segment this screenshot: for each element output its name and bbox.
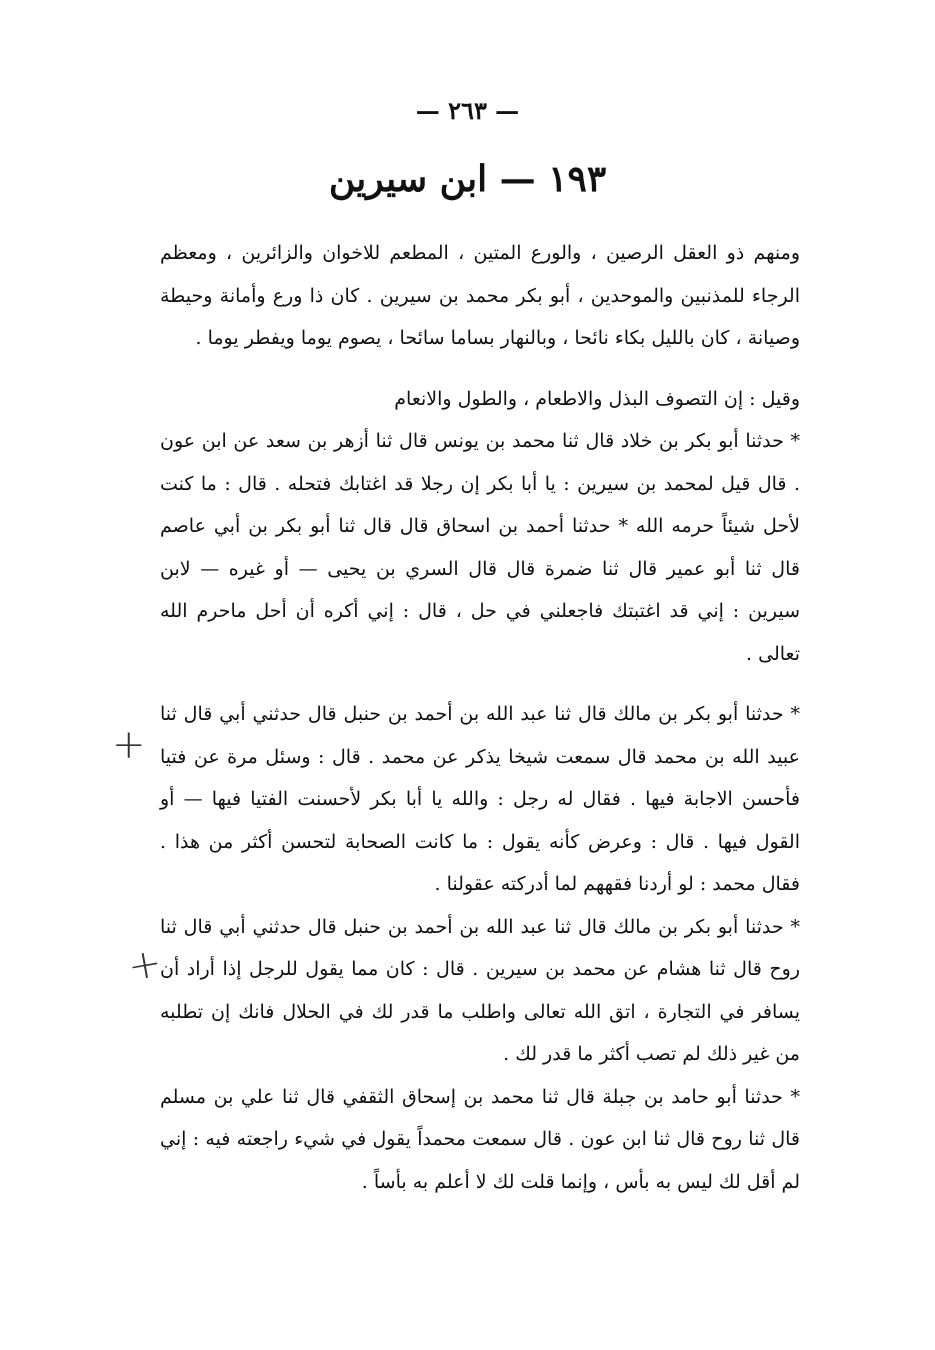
paragraph-hadith-1: * حدثنا أبو بكر بن خلاد قال ثنا محمد بن يونس قال ثنا أزهر بن سعد عن ابن عون . قال قيل لمحمد بن سيرين : يا أبا بكر إن رجلا قد اغتابك فتحله . قال : ما كنت لأحل شيئاً حرمه الله * حدثنا أحمد بن اسحاق قال قال ثنا أبو بكر بن أبي عاصم قال ثنا أبو عمير قال ثنا ضمرة قال قال السري بن يحيى — أو غيره — لابن سيرين : إني قد اغتبتك فاجعلني في حل ، قال : إني أكره أن أحل ماحرم الله تعالى . [160, 430, 800, 665]
paragraph-hadith-3: * حدثنا أبو بكر بن مالك قال ثنا عبد الله بن أحمد بن حنبل قال حدثني أبي قال ثنا روح قال ثنا هشام عن محمد بن سيرين . قال : كان مما يقول للرجل إذا أراد أن يسافر في التجارة ، اتق الله تعالى واطلب ما قدر لك في الحلال فانك إن تطلبه من غير ذلك لم تصب أكثر ما قدر لك . [160, 915, 800, 1065]
paragraph-definition: وقيل : إن التصوف البذل والاطعام ، والطول والانعام [394, 387, 800, 410]
margin-plus-mark: + [112, 722, 146, 768]
paragraph-hadith-2: * حدثنا أبو بكر بن مالك قال ثنا عبد الله بن أحمد بن حنبل قال حدثني أبي قال ثنا عبيد الله بن محمد قال سمعت شيخا يذكر عن محمد . قال : وسئل مرة عن فتيا فأحسن الاجابة فيها . فقال له رجل : والله يا أبا بكر لأحسنت الفتيا فيها — أو القول فيها . قال : وعرض كأنه يقول : ما كانت الصحابة لتحسن أكثر من هذا . فقال محمد : لو أردنا فقههم لما أدركته عقولنا . [160, 703, 800, 895]
body-text [160, 232, 800, 1203]
paragraph-intro: ومنهم ذو العقل الرصين ، والورع المتين ، المطعم للاخوان والزائرين ، ومعظم الرجاء للمذنبين والموحدين ، أبو بكر محمد بن سيرين . كان ذا ورع وأمانة وحيطة وصيانة ، كان بالليل بكاء نائحا ، وبالنهار بساما سائحا ، يصوم يوما ويفطر يوما . [160, 242, 800, 349]
margin-plus-mark: + [124, 939, 166, 991]
page-number: — ٢٦٣ — [415, 96, 520, 125]
paragraph-hadith-4: * حدثنا أبو حامد بن جبلة قال ثنا محمد بن إسحاق الثقفي قال ثنا علي بن مسلم قال ثنا روح قال ثنا ابن عون . قال سمعت محمداً يقول في شيء راجعته فيه : إني لم أقل لك ليس به بأس ، وإنما قلت لك لا أعلم به بأساً . [160, 1085, 800, 1193]
chapter-title: ١٩٣ — ابن سيرين [328, 158, 607, 200]
